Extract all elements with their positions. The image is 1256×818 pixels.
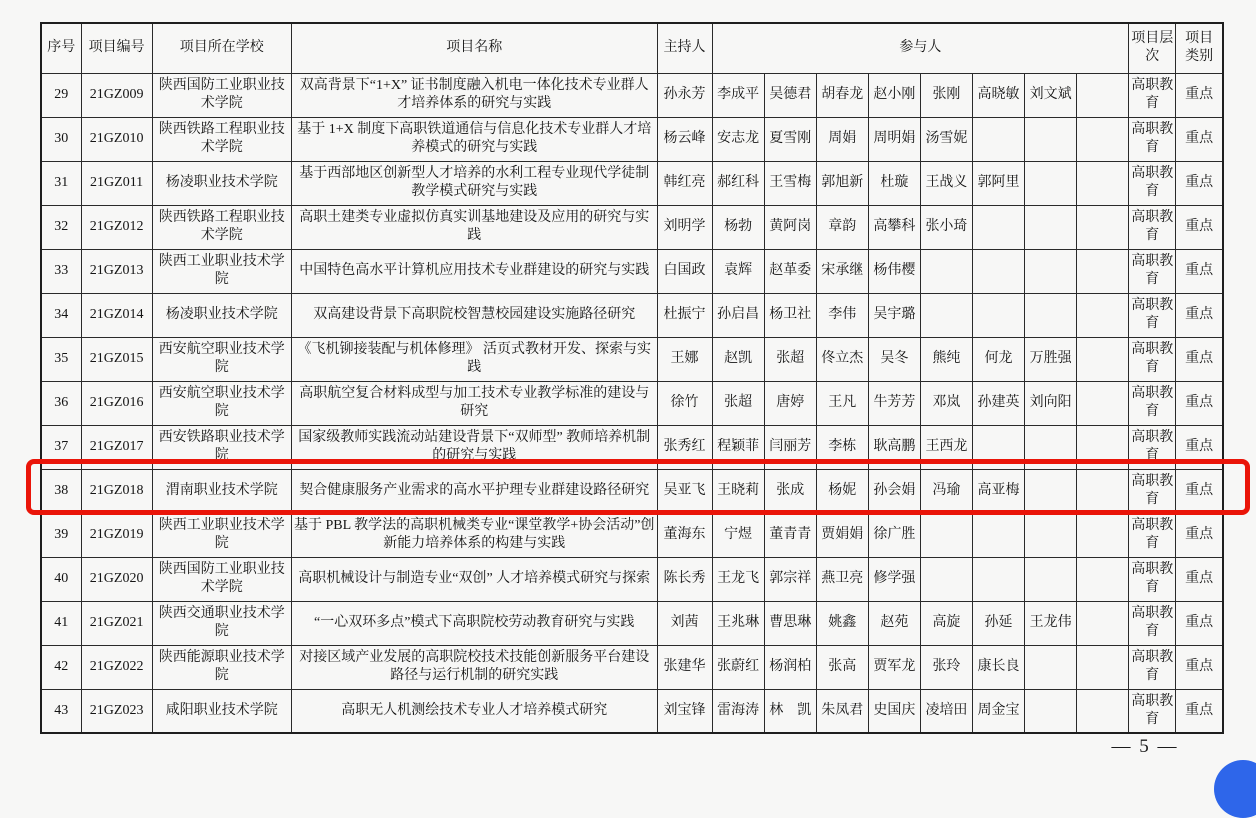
- leader-cell: 王娜: [657, 337, 712, 381]
- table-header: [41, 23, 1223, 73]
- participant-cell: 杨润柏: [764, 645, 816, 689]
- row-index-cell: 38: [41, 469, 81, 513]
- table-row: [41, 117, 1223, 161]
- participant-cell: 王龙伟: [1025, 601, 1077, 645]
- project-title-cell: 国家级教师实践流动站建设背景下“双师型” 教师培养机制的研究与实践: [291, 425, 657, 469]
- row-index-cell: 30: [41, 117, 81, 161]
- row-index-cell: 40: [41, 557, 81, 601]
- participant-cell: [972, 117, 1024, 161]
- col-header-index: 序号: [41, 23, 81, 73]
- participant-cell: 张蔚红: [712, 645, 764, 689]
- project-code-cell: 21GZ016: [81, 381, 152, 425]
- col-header-school: 项目所在学校: [152, 23, 291, 73]
- category-cell: 重点: [1176, 161, 1223, 205]
- participant-cell: 张玲: [920, 645, 972, 689]
- participant-cell: [1025, 161, 1077, 205]
- category-cell: 重点: [1176, 469, 1223, 513]
- table-row: [41, 689, 1223, 733]
- project-code-cell: 21GZ019: [81, 513, 152, 557]
- participant-cell: 牛芳芳: [868, 381, 920, 425]
- participant-cell: 高攀科: [868, 205, 920, 249]
- project-title-cell: 双高背景下“1+X” 证书制度融入机电一体化技术专业群人才培养体系的研究与实践: [291, 73, 657, 117]
- participant-cell: 冯瑜: [920, 469, 972, 513]
- project-code-cell: 21GZ010: [81, 117, 152, 161]
- participant-cell: [1025, 249, 1077, 293]
- participant-cell: 安志龙: [712, 117, 764, 161]
- leader-cell: 陈长秀: [657, 557, 712, 601]
- school-cell: 陕西铁路工程职业技术学院: [152, 117, 291, 161]
- participant-cell: 宋承继: [816, 249, 868, 293]
- category-cell: 重点: [1176, 249, 1223, 293]
- project-title-cell: 契合健康服务产业需求的高水平护理专业群建设路径研究: [291, 469, 657, 513]
- participant-cell: [972, 513, 1024, 557]
- category-cell: 重点: [1176, 689, 1223, 733]
- participant-cell: 赵苑: [868, 601, 920, 645]
- participant-cell: 张超: [764, 337, 816, 381]
- participant-cell: 郭宗祥: [764, 557, 816, 601]
- participant-cell: 夏雪刚: [764, 117, 816, 161]
- project-code-cell: 21GZ009: [81, 73, 152, 117]
- participant-cell: 杨伟樱: [868, 249, 920, 293]
- header-row: [41, 23, 1223, 73]
- col-header-title: 项目名称: [291, 23, 657, 73]
- participant-cell: 孙启昌: [712, 293, 764, 337]
- col-header-level: 项目层次: [1129, 23, 1176, 73]
- leader-cell: 董海东: [657, 513, 712, 557]
- row-index-cell: 33: [41, 249, 81, 293]
- participant-cell: [1025, 293, 1077, 337]
- participant-cell: 孙建英: [972, 381, 1024, 425]
- participant-cell: 郭阿里: [972, 161, 1024, 205]
- col-header-leader: 主持人: [657, 23, 712, 73]
- participant-cell: [1025, 645, 1077, 689]
- participant-cell: 林 凯: [764, 689, 816, 733]
- participant-cell: 杨妮: [816, 469, 868, 513]
- participant-cell: [1025, 117, 1077, 161]
- participant-cell: 郝红科: [712, 161, 764, 205]
- category-cell: 重点: [1176, 293, 1223, 337]
- participant-cell: [1077, 117, 1129, 161]
- participant-cell: [920, 513, 972, 557]
- participant-cell: 李成平: [712, 73, 764, 117]
- participant-cell: 王凡: [816, 381, 868, 425]
- row-index-cell: 31: [41, 161, 81, 205]
- participant-cell: 张成: [764, 469, 816, 513]
- school-cell: 陕西铁路工程职业技术学院: [152, 205, 291, 249]
- level-cell: 高职教育: [1129, 425, 1176, 469]
- participant-cell: 张超: [712, 381, 764, 425]
- participant-cell: [972, 293, 1024, 337]
- participant-cell: [1077, 425, 1129, 469]
- participant-cell: 熊纯: [920, 337, 972, 381]
- table-row: [41, 469, 1223, 513]
- participant-cell: [1077, 689, 1129, 733]
- leader-cell: 刘明学: [657, 205, 712, 249]
- school-cell: 陕西能源职业技术学院: [152, 645, 291, 689]
- participant-cell: [972, 557, 1024, 601]
- participant-cell: 曹思琳: [764, 601, 816, 645]
- participant-cell: 张小琦: [920, 205, 972, 249]
- participant-cell: 何龙: [972, 337, 1024, 381]
- leader-cell: 吴亚飞: [657, 469, 712, 513]
- participant-cell: 张刚: [920, 73, 972, 117]
- row-index-cell: 43: [41, 689, 81, 733]
- table-row: [41, 161, 1223, 205]
- level-cell: 高职教育: [1129, 689, 1176, 733]
- participant-cell: [1077, 381, 1129, 425]
- leader-cell: 徐竹: [657, 381, 712, 425]
- level-cell: 高职教育: [1129, 601, 1176, 645]
- leader-cell: 刘茜: [657, 601, 712, 645]
- participant-cell: 邓岚: [920, 381, 972, 425]
- participant-cell: 王雪梅: [764, 161, 816, 205]
- participant-cell: 黄阿岗: [764, 205, 816, 249]
- participant-cell: 周明娟: [868, 117, 920, 161]
- level-cell: 高职教育: [1129, 249, 1176, 293]
- participant-cell: 赵凯: [712, 337, 764, 381]
- participant-cell: 高亚梅: [972, 469, 1024, 513]
- participant-cell: 董青青: [764, 513, 816, 557]
- participant-cell: 修学强: [868, 557, 920, 601]
- col-header-participants: 参与人: [712, 23, 1129, 73]
- col-header-code: 项目编号: [81, 23, 152, 73]
- level-cell: 高职教育: [1129, 645, 1176, 689]
- leader-cell: 韩红亮: [657, 161, 712, 205]
- school-cell: 西安航空职业技术学院: [152, 337, 291, 381]
- leader-cell: 刘宝锋: [657, 689, 712, 733]
- participant-cell: [1077, 293, 1129, 337]
- project-code-cell: 21GZ023: [81, 689, 152, 733]
- leader-cell: 杜振宁: [657, 293, 712, 337]
- participant-cell: [1025, 469, 1077, 513]
- participant-cell: 万胜强: [1025, 337, 1077, 381]
- participant-cell: [1077, 337, 1129, 381]
- participant-cell: 燕卫亮: [816, 557, 868, 601]
- participant-cell: 耿高鹏: [868, 425, 920, 469]
- school-cell: 咸阳职业技术学院: [152, 689, 291, 733]
- table-body: [41, 73, 1223, 733]
- project-title-cell: 高职土建类专业虚拟仿真实训基地建设及应用的研究与实践: [291, 205, 657, 249]
- participant-cell: 刘向阳: [1025, 381, 1077, 425]
- participant-cell: [972, 425, 1024, 469]
- leader-cell: 张秀红: [657, 425, 712, 469]
- participant-cell: 孙会娟: [868, 469, 920, 513]
- participant-cell: 雷海涛: [712, 689, 764, 733]
- level-cell: 高职教育: [1129, 337, 1176, 381]
- participant-cell: 杜璇: [868, 161, 920, 205]
- category-cell: 重点: [1176, 337, 1223, 381]
- school-cell: 西安航空职业技术学院: [152, 381, 291, 425]
- school-cell: 陕西工业职业技术学院: [152, 249, 291, 293]
- category-cell: 重点: [1176, 73, 1223, 117]
- page-number: — 5 —: [1111, 736, 1179, 757]
- category-cell: 重点: [1176, 645, 1223, 689]
- project-title-cell: 高职航空复合材料成型与加工技术专业教学标准的建设与研究: [291, 381, 657, 425]
- level-cell: 高职教育: [1129, 513, 1176, 557]
- table-row: [41, 645, 1223, 689]
- participant-cell: 汤雪妮: [920, 117, 972, 161]
- school-cell: 陕西国防工业职业技术学院: [152, 557, 291, 601]
- participant-cell: 高旋: [920, 601, 972, 645]
- level-cell: 高职教育: [1129, 469, 1176, 513]
- projects-table: [40, 22, 1224, 734]
- participant-cell: [972, 249, 1024, 293]
- row-index-cell: 32: [41, 205, 81, 249]
- participant-cell: 贾娟娟: [816, 513, 868, 557]
- project-code-cell: 21GZ012: [81, 205, 152, 249]
- category-cell: 重点: [1176, 425, 1223, 469]
- row-index-cell: 37: [41, 425, 81, 469]
- participant-cell: 闫丽芳: [764, 425, 816, 469]
- participant-cell: [1025, 205, 1077, 249]
- participant-cell: [1077, 469, 1129, 513]
- project-code-cell: 21GZ021: [81, 601, 152, 645]
- category-cell: 重点: [1176, 513, 1223, 557]
- participant-cell: 王战义: [920, 161, 972, 205]
- project-code-cell: 21GZ017: [81, 425, 152, 469]
- participant-cell: 李伟: [816, 293, 868, 337]
- participant-cell: 史国庆: [868, 689, 920, 733]
- participant-cell: [1077, 601, 1129, 645]
- participant-cell: 康长良: [972, 645, 1024, 689]
- participant-cell: [920, 557, 972, 601]
- participant-cell: [1077, 249, 1129, 293]
- participant-cell: 凌培田: [920, 689, 972, 733]
- participant-cell: 王龙飞: [712, 557, 764, 601]
- project-title-cell: 双高建设背景下高职院校智慧校园建设实施路径研究: [291, 293, 657, 337]
- participant-cell: 宁煜: [712, 513, 764, 557]
- project-code-cell: 21GZ014: [81, 293, 152, 337]
- table-row: [41, 337, 1223, 381]
- project-code-cell: 21GZ013: [81, 249, 152, 293]
- participant-cell: 王兆琳: [712, 601, 764, 645]
- category-cell: 重点: [1176, 205, 1223, 249]
- participant-cell: 王西龙: [920, 425, 972, 469]
- participant-cell: 吴宇璐: [868, 293, 920, 337]
- level-cell: 高职教育: [1129, 381, 1176, 425]
- table-row: [41, 557, 1223, 601]
- level-cell: 高职教育: [1129, 557, 1176, 601]
- table-row: [41, 73, 1223, 117]
- project-title-cell: 中国特色高水平计算机应用技术专业群建设的研究与实践: [291, 249, 657, 293]
- table-row: [41, 381, 1223, 425]
- project-title-cell: 基于西部地区创新型人才培养的水利工程专业现代学徒制教学模式研究与实践: [291, 161, 657, 205]
- participant-cell: [1025, 557, 1077, 601]
- level-cell: 高职教育: [1129, 161, 1176, 205]
- school-cell: 陕西工业职业技术学院: [152, 513, 291, 557]
- category-cell: 重点: [1176, 381, 1223, 425]
- participant-cell: 程颖菲: [712, 425, 764, 469]
- project-code-cell: 21GZ020: [81, 557, 152, 601]
- participant-cell: [920, 249, 972, 293]
- category-cell: 重点: [1176, 601, 1223, 645]
- participant-cell: 周娟: [816, 117, 868, 161]
- participant-cell: [920, 293, 972, 337]
- participant-cell: 唐婷: [764, 381, 816, 425]
- project-code-cell: 21GZ011: [81, 161, 152, 205]
- participant-cell: 姚鑫: [816, 601, 868, 645]
- school-cell: 杨凌职业技术学院: [152, 293, 291, 337]
- project-title-cell: 高职机械设计与制造专业“双创” 人才培养模式研究与探索: [291, 557, 657, 601]
- participant-cell: 朱凤君: [816, 689, 868, 733]
- participant-cell: [1077, 161, 1129, 205]
- participant-cell: 杨卫社: [764, 293, 816, 337]
- participant-cell: 郭旭新: [816, 161, 868, 205]
- participant-cell: 周金宝: [972, 689, 1024, 733]
- category-cell: 重点: [1176, 117, 1223, 161]
- col-header-category: 项目类别: [1176, 23, 1223, 73]
- level-cell: 高职教育: [1129, 73, 1176, 117]
- school-cell: 陕西国防工业职业技术学院: [152, 73, 291, 117]
- participant-cell: 章韵: [816, 205, 868, 249]
- participant-cell: [1025, 425, 1077, 469]
- level-cell: 高职教育: [1129, 117, 1176, 161]
- row-index-cell: 42: [41, 645, 81, 689]
- participant-cell: 袁辉: [712, 249, 764, 293]
- row-index-cell: 29: [41, 73, 81, 117]
- project-title-cell: 对接区域产业发展的高职院校技术技能创新服务平台建设路径与运行机制的研究实践: [291, 645, 657, 689]
- school-cell: 杨凌职业技术学院: [152, 161, 291, 205]
- participant-cell: 赵小刚: [868, 73, 920, 117]
- project-code-cell: 21GZ015: [81, 337, 152, 381]
- school-cell: 陕西交通职业技术学院: [152, 601, 291, 645]
- participant-cell: [1077, 513, 1129, 557]
- table-row: [41, 513, 1223, 557]
- table-row: [41, 425, 1223, 469]
- participant-cell: 佟立杰: [816, 337, 868, 381]
- participant-cell: 吴德君: [764, 73, 816, 117]
- participant-cell: 李栋: [816, 425, 868, 469]
- floating-action-button[interactable]: [1214, 760, 1256, 818]
- participant-cell: 刘文斌: [1025, 73, 1077, 117]
- row-index-cell: 35: [41, 337, 81, 381]
- project-code-cell: 21GZ022: [81, 645, 152, 689]
- participant-cell: 徐广胜: [868, 513, 920, 557]
- category-cell: 重点: [1176, 557, 1223, 601]
- project-title-cell: 高职无人机测绘技术专业人才培养模式研究: [291, 689, 657, 733]
- project-title-cell: 《飞机铆接装配与机体修理》 活页式教材开发、探索与实践: [291, 337, 657, 381]
- table-row: [41, 205, 1223, 249]
- project-code-cell: 21GZ018: [81, 469, 152, 513]
- participant-cell: [972, 205, 1024, 249]
- participant-cell: 杨勃: [712, 205, 764, 249]
- row-index-cell: 36: [41, 381, 81, 425]
- leader-cell: 张建华: [657, 645, 712, 689]
- participant-cell: 胡春龙: [816, 73, 868, 117]
- participant-cell: 吴冬: [868, 337, 920, 381]
- participant-cell: [1077, 73, 1129, 117]
- participant-cell: [1077, 205, 1129, 249]
- table-row: [41, 293, 1223, 337]
- participant-cell: 赵革委: [764, 249, 816, 293]
- participant-cell: [1077, 557, 1129, 601]
- participant-cell: 王晓莉: [712, 469, 764, 513]
- participant-cell: [1025, 513, 1077, 557]
- leader-cell: 杨云峰: [657, 117, 712, 161]
- participant-cell: [1077, 645, 1129, 689]
- level-cell: 高职教育: [1129, 205, 1176, 249]
- project-title-cell: 基于 PBL 教学法的高职机械类专业“课堂教学+协会活动”创新能力培养体系的构建与实践: [291, 513, 657, 557]
- school-cell: 渭南职业技术学院: [152, 469, 291, 513]
- table-row: [41, 249, 1223, 293]
- level-cell: 高职教育: [1129, 293, 1176, 337]
- participant-cell: 孙延: [972, 601, 1024, 645]
- participant-cell: 贾军龙: [868, 645, 920, 689]
- project-title-cell: 基于 1+X 制度下高职铁道通信与信息化技术专业群人才培养模式的研究与实践: [291, 117, 657, 161]
- participant-cell: [1025, 689, 1077, 733]
- participant-cell: 高晓敏: [972, 73, 1024, 117]
- leader-cell: 孙永芳: [657, 73, 712, 117]
- leader-cell: 白国政: [657, 249, 712, 293]
- school-cell: 西安铁路职业技术学院: [152, 425, 291, 469]
- row-index-cell: 39: [41, 513, 81, 557]
- row-index-cell: 41: [41, 601, 81, 645]
- participant-cell: 张高: [816, 645, 868, 689]
- row-index-cell: 34: [41, 293, 81, 337]
- table-row: [41, 601, 1223, 645]
- project-title-cell: “一心双环多点”模式下高职院校劳动教育研究与实践: [291, 601, 657, 645]
